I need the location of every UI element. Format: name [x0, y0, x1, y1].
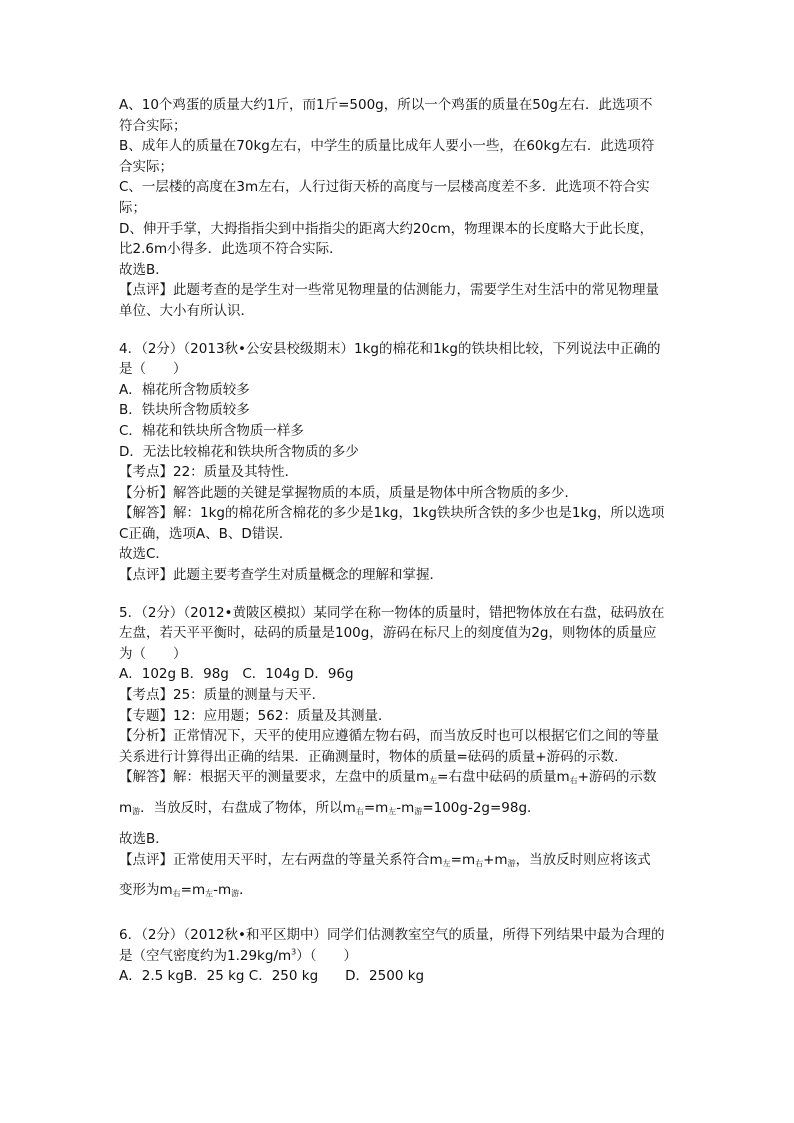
q4-option-d: D．无法比较棉花和铁块所含物质的多少 [119, 443, 359, 460]
q5-stem-line3: 为（ ） [119, 645, 187, 662]
q3-option-c-line2: 际； [119, 199, 146, 216]
q5-stem-line2: 左盘，若天平平衡时，砝码的质量是100g，游码在标尺上的刻度值为2g，则物体的质量应 [119, 625, 657, 642]
q5-review-line2: 变形为$m_右=m_左-m_游$． [119, 882, 253, 899]
q6-stem-line1: 6．（2分）（2012秋•和平区期中）同学们估测教室空气的质量，所得下列结果中最为合理的 [119, 927, 665, 944]
q3-option-c-line1: C、一层楼的高度在3m左右，人行过街天桥的高度与一层楼高度差不多．此选项不符合实 [119, 179, 650, 196]
q4-stem-line1: 4．（2分）（2013秋•公安县校级期末）1kg的棉花和1kg的铁块相比较，下列说法中正确的 [119, 340, 661, 357]
q6-stem-line2: 是（空气密度约为$1.29kg/m^3$）（ ） [119, 947, 357, 964]
document-body [119, 95, 679, 987]
q3-option-b-line2: 合实际； [119, 158, 173, 175]
q4-kaodian: 【考点】22：质量及其特性． [119, 464, 299, 481]
q5-analysis-line2: 关系进行计算得出正确的结果．正确测量时，物体的质量=砝码的质量+游码的示数． [119, 748, 628, 765]
q5-stem-line1: 5．（2分）（2012•黄陂区模拟）某同学在称一物体的质量时，错把物体放在右盘，砝码放在 [119, 604, 665, 621]
q5-kaodian: 【考点】25：质量的测量与天平． [119, 687, 326, 704]
q3-option-a-line2: 符合实际； [119, 117, 187, 134]
spacer [119, 322, 679, 339]
spacer [119, 911, 679, 925]
q4-option-c: C．棉花和铁块所含物质一样多 [119, 422, 304, 439]
q5-solution-line1: 【解答】解：根据天平的测量要求，左盘中的质量$m_左=$右盘中砝码的质量$m_右+$游码的示数 [119, 769, 657, 786]
q5-solution-line2: $m_游$．当放反时，右盘成了物体，所以$m_右=m_左-m_游=100g-2g=98g$． [119, 800, 541, 816]
spacer [119, 586, 679, 603]
q3-option-d-line2: 比2.6m小得多．此选项不符合实际． [119, 241, 343, 258]
q3-answer: 故选B． [119, 261, 169, 278]
q3-option-d-line1: D、伸开手掌，大拇指指尖到中指指尖的距离大约20cm，物理课本的长度略大于此长度， [119, 220, 654, 237]
q5-review-line1: 【点评】正常使用天平时，左右两盘的等量关系符合$m_左=m_右+m_游$，当放反时则应将该式 [119, 851, 651, 868]
q5-analysis-line1: 【分析】正常情况下，天平的使用应遵循左物右码，而当放反时也可以根据它们之间的等量 [119, 728, 659, 745]
q4-analysis: 【分析】解答此题的关键是掌握物质的本质，质量是物体中所含物质的多少． [119, 484, 578, 501]
q3-option-a-line1: A、10个鸡蛋的质量大约1斤，而1斤=500g，所以一个鸡蛋的质量在50g左右．此选项不 [119, 97, 653, 113]
q3-review-line2: 单位、大小有所认识． [119, 302, 254, 319]
q5-answer: 故选B． [119, 831, 169, 847]
q4-answer: 故选C． [119, 546, 169, 563]
q4-option-b: B．铁块所含物质较多 [119, 402, 250, 419]
q4-option-a: A．棉花所含物质较多 [119, 381, 250, 398]
q3-option-b-line1: B、成年人的质量在70kg左右，中学生的质量比成年人要小一些，在60kg左右．此选项符 [119, 138, 655, 155]
q5-topic: 【专题】12：应用题；562：质量及其测量． [119, 707, 392, 724]
q5-options: A．102g B．98g C．104g D．96g [119, 666, 354, 683]
q6-options: A．2.5 kgB．25 kg C．250 kg D．2500 kg [119, 968, 425, 985]
q3-review-line1: 【点评】此题考查的是学生对一些常见物理量的估测能力，需要学生对生活中的常见物理量 [119, 282, 659, 299]
q4-solution-line2: C正确，选项A、B、D错误． [119, 525, 293, 542]
q4-review: 【点评】此题主要考查学生对质量概念的理解和掌握． [119, 567, 443, 584]
q4-solution-line1: 【解答】解：1kg的棉花所含棉花的多少是1kg，1kg铁块所含铁的多少也是1kg，所以选项 [119, 505, 665, 522]
q4-stem-line2: 是（ ） [119, 361, 187, 378]
